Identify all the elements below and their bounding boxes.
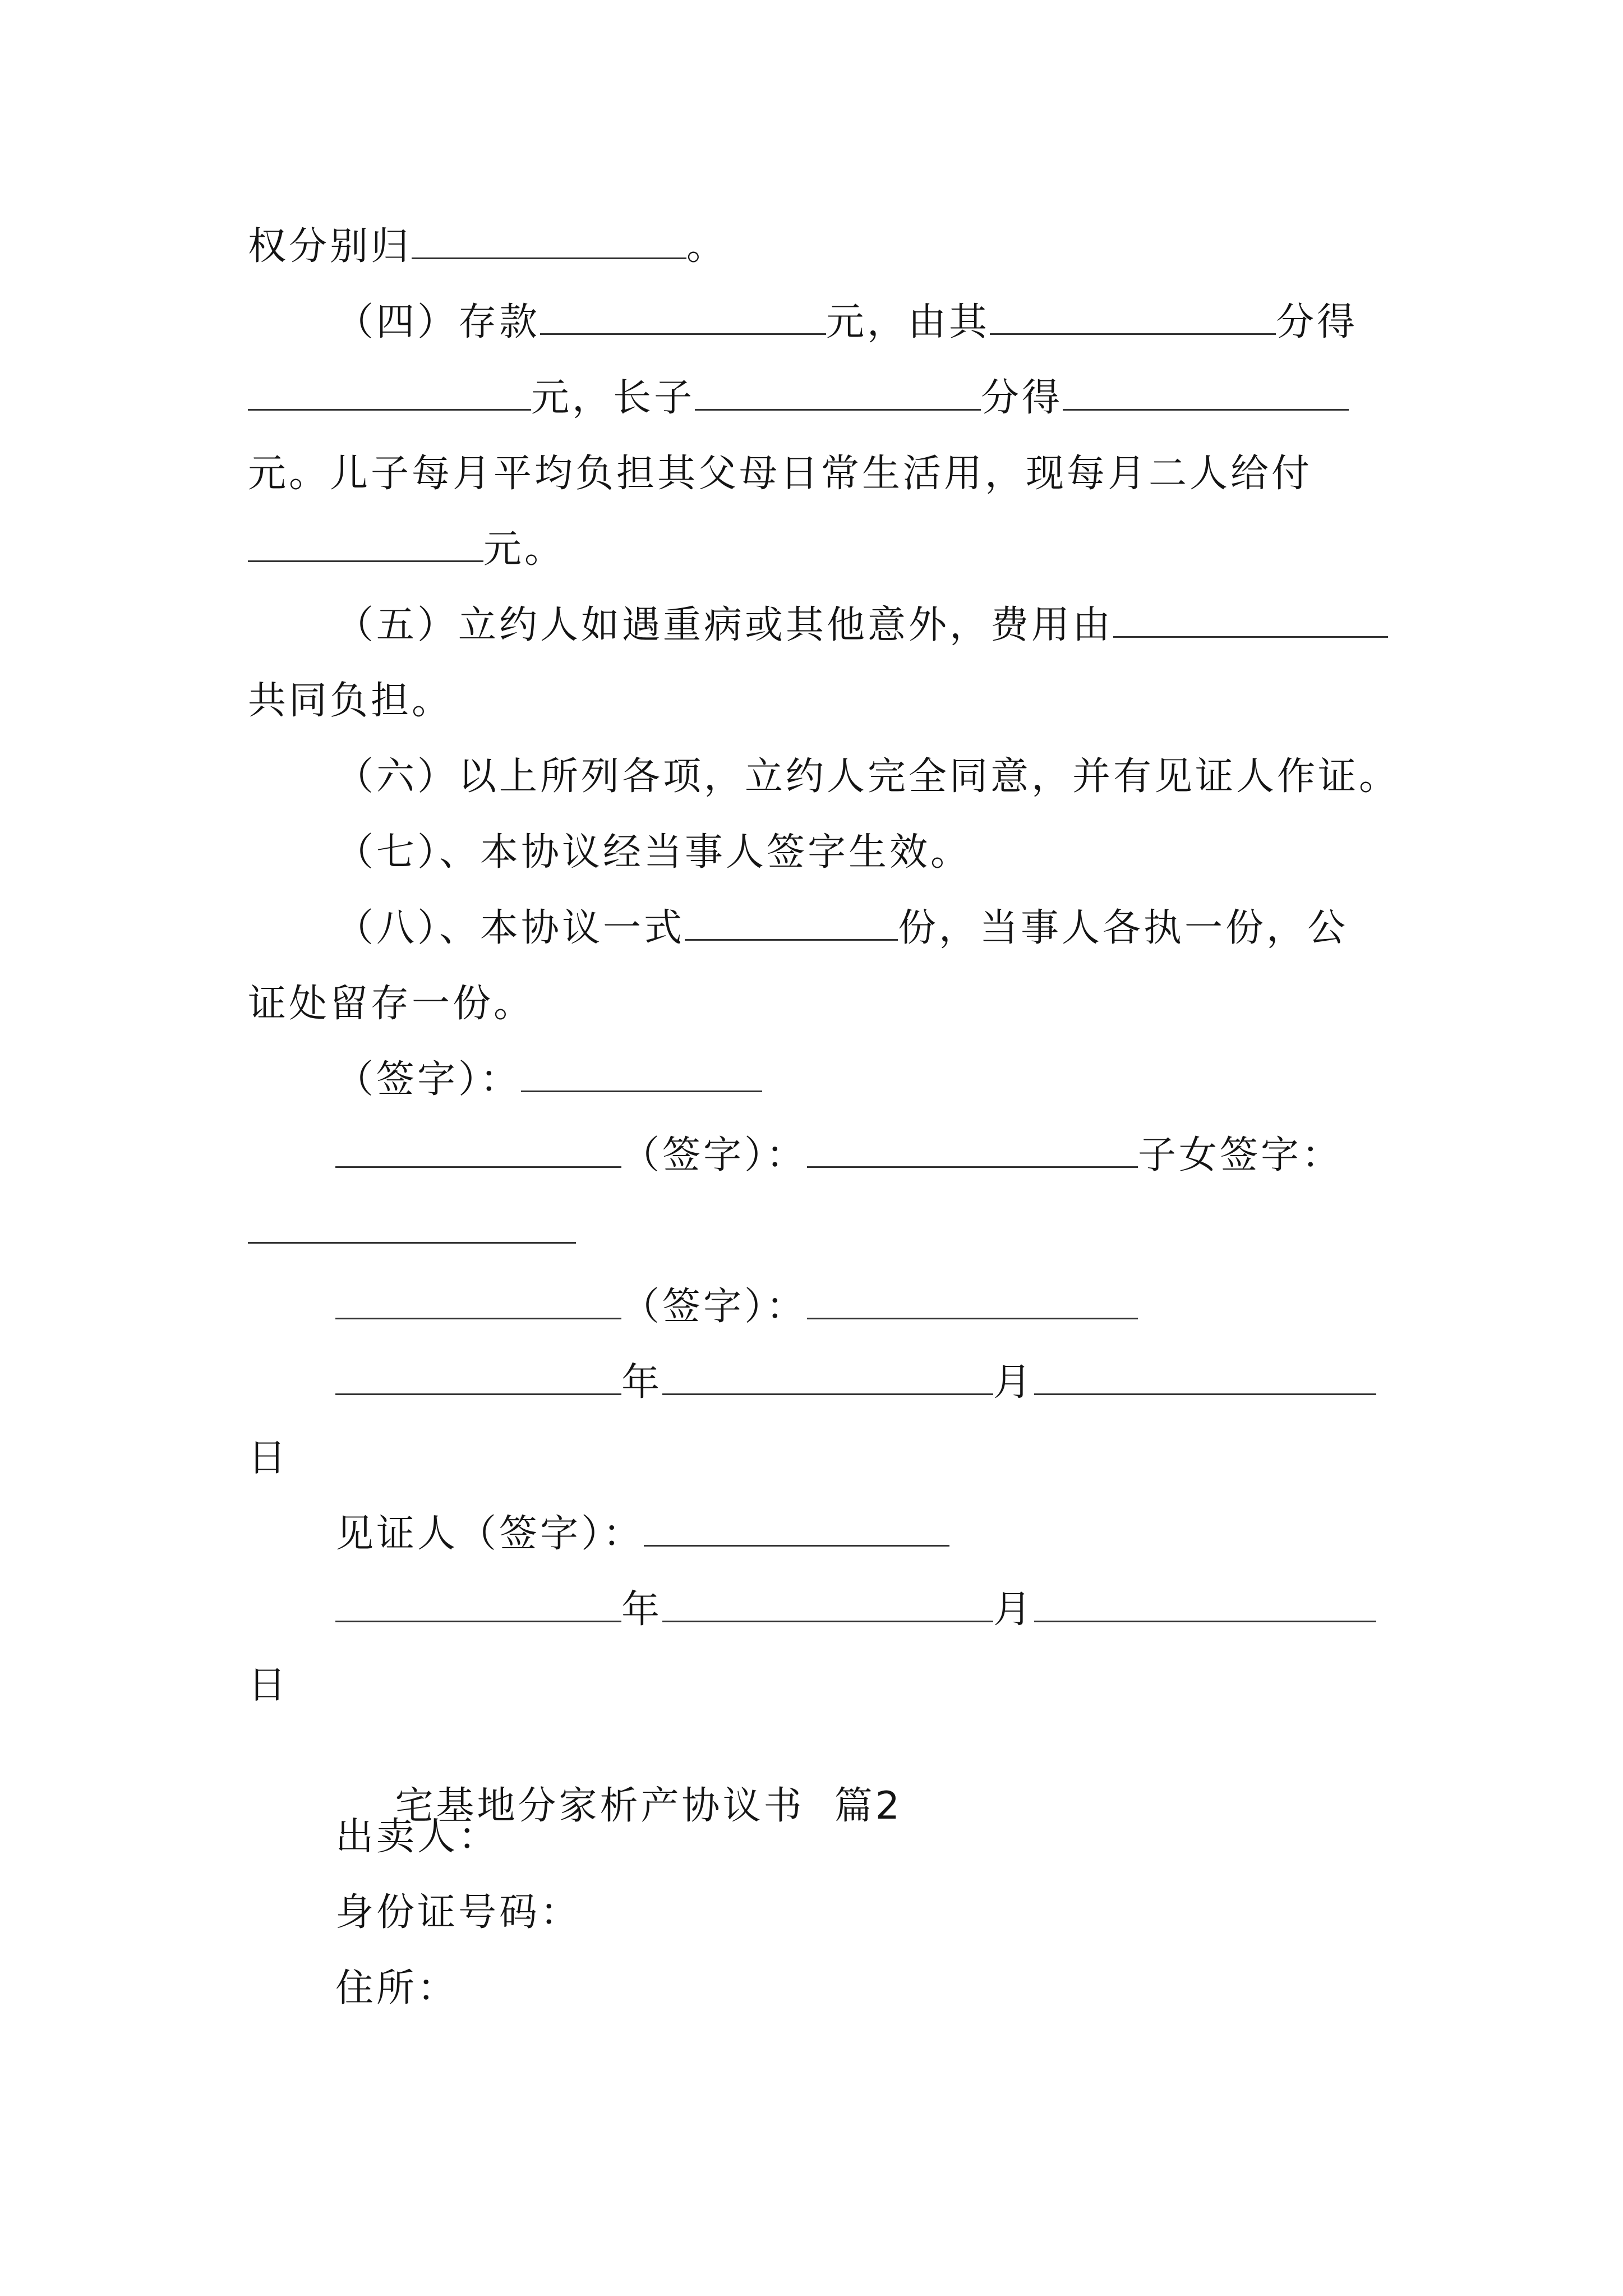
text: 元，由其 (826, 300, 990, 344)
line-signature-2 (335, 1133, 1343, 1178)
line-date-1-day (248, 1436, 289, 1481)
text: 元，长子 (531, 376, 695, 420)
blank-field[interactable] (662, 1588, 993, 1622)
line-signature-3 (335, 1285, 1138, 1329)
text: 宅基地分家析产协议书 篇2 (395, 1784, 902, 1828)
line-item-5 (335, 603, 1388, 648)
text: 出卖人： (335, 1815, 500, 1859)
text: 份，当事人各执一份，公 (898, 906, 1349, 950)
blank-field[interactable] (335, 1588, 621, 1622)
blank-field[interactable] (990, 301, 1276, 335)
blank-field[interactable] (662, 1361, 993, 1395)
text: 分得 (1276, 300, 1358, 344)
text: 共同负担。 (248, 679, 453, 723)
line-date-2-day (248, 1663, 289, 1708)
text: 身份证号码： (335, 1890, 582, 1935)
line-item-8-cont (248, 982, 534, 1027)
blank-field[interactable] (1034, 1361, 1376, 1395)
blank-field[interactable] (412, 225, 686, 259)
section-title (335, 1739, 902, 1828)
line-signature-1 (335, 1057, 762, 1102)
text: 元。 (483, 527, 566, 572)
text: （八）、本协议一式 (335, 906, 685, 950)
line-item-4 (335, 300, 1358, 345)
text: （五）立约人如遇重病或其他意外，费用由 (335, 603, 1114, 647)
text: 日 (248, 1436, 289, 1480)
text: 月 (993, 1588, 1035, 1632)
blank-field[interactable] (335, 1134, 621, 1168)
line-support-cont (248, 527, 565, 572)
text: 证处留存一份。 (248, 982, 535, 1026)
blank-field[interactable] (644, 1512, 949, 1547)
blank-field[interactable] (335, 1361, 621, 1395)
blank-field[interactable] (540, 301, 826, 335)
blank-field[interactable] (248, 1209, 576, 1244)
line-item-8 (335, 906, 1348, 951)
text: （签字）： (335, 1057, 522, 1102)
line-item-6 (335, 754, 1400, 799)
text: 权分别归 (248, 224, 412, 269)
blank-field[interactable] (807, 1285, 1138, 1319)
line-date-2 (335, 1588, 1376, 1632)
blank-field[interactable] (335, 1285, 621, 1319)
line-date-1 (335, 1360, 1376, 1405)
line-id-number (335, 1890, 581, 1935)
blank-field[interactable] (521, 1058, 762, 1092)
blank-field[interactable] (807, 1134, 1138, 1168)
text: 子女签字： (1138, 1133, 1343, 1177)
text: 年 (621, 1588, 663, 1632)
blank-field[interactable] (1063, 376, 1349, 411)
blank-field[interactable] (248, 376, 531, 411)
text: 日 (248, 1663, 289, 1708)
text: （七）、本协议经当事人签字生效。 (335, 830, 972, 875)
text: （四）存款 (335, 300, 541, 344)
blank-field[interactable] (685, 907, 898, 941)
text: 月 (993, 1360, 1035, 1405)
text: 年 (621, 1360, 663, 1405)
line-seller (335, 1815, 499, 1860)
text: 分得 (981, 376, 1063, 420)
line-item-5-cont (248, 679, 453, 724)
line-address (335, 1966, 458, 2011)
line-item-4-cont (248, 376, 1349, 421)
line-witness (335, 1512, 949, 1557)
text: （签字）： (621, 1133, 808, 1177)
text: （六）以上所列各项，立约人完全同意，并有见证人作证。 (335, 754, 1400, 799)
text: （签字）： (621, 1285, 808, 1329)
blank-field[interactable] (248, 528, 483, 562)
text: 。 (686, 224, 728, 269)
text: 见证人（签字）： (335, 1512, 644, 1556)
line-ownership (248, 224, 727, 269)
line-item-7 (335, 830, 971, 875)
blank-field[interactable] (1113, 604, 1388, 638)
line-signature-2-cont (248, 1209, 576, 1254)
text: 元。儿子每月平均负担其父母日常生活用，现每月二人给付 (248, 452, 1313, 496)
line-support (248, 452, 1312, 496)
text: 住所： (335, 1966, 459, 2010)
blank-field[interactable] (1034, 1588, 1376, 1622)
blank-field[interactable] (695, 376, 981, 411)
